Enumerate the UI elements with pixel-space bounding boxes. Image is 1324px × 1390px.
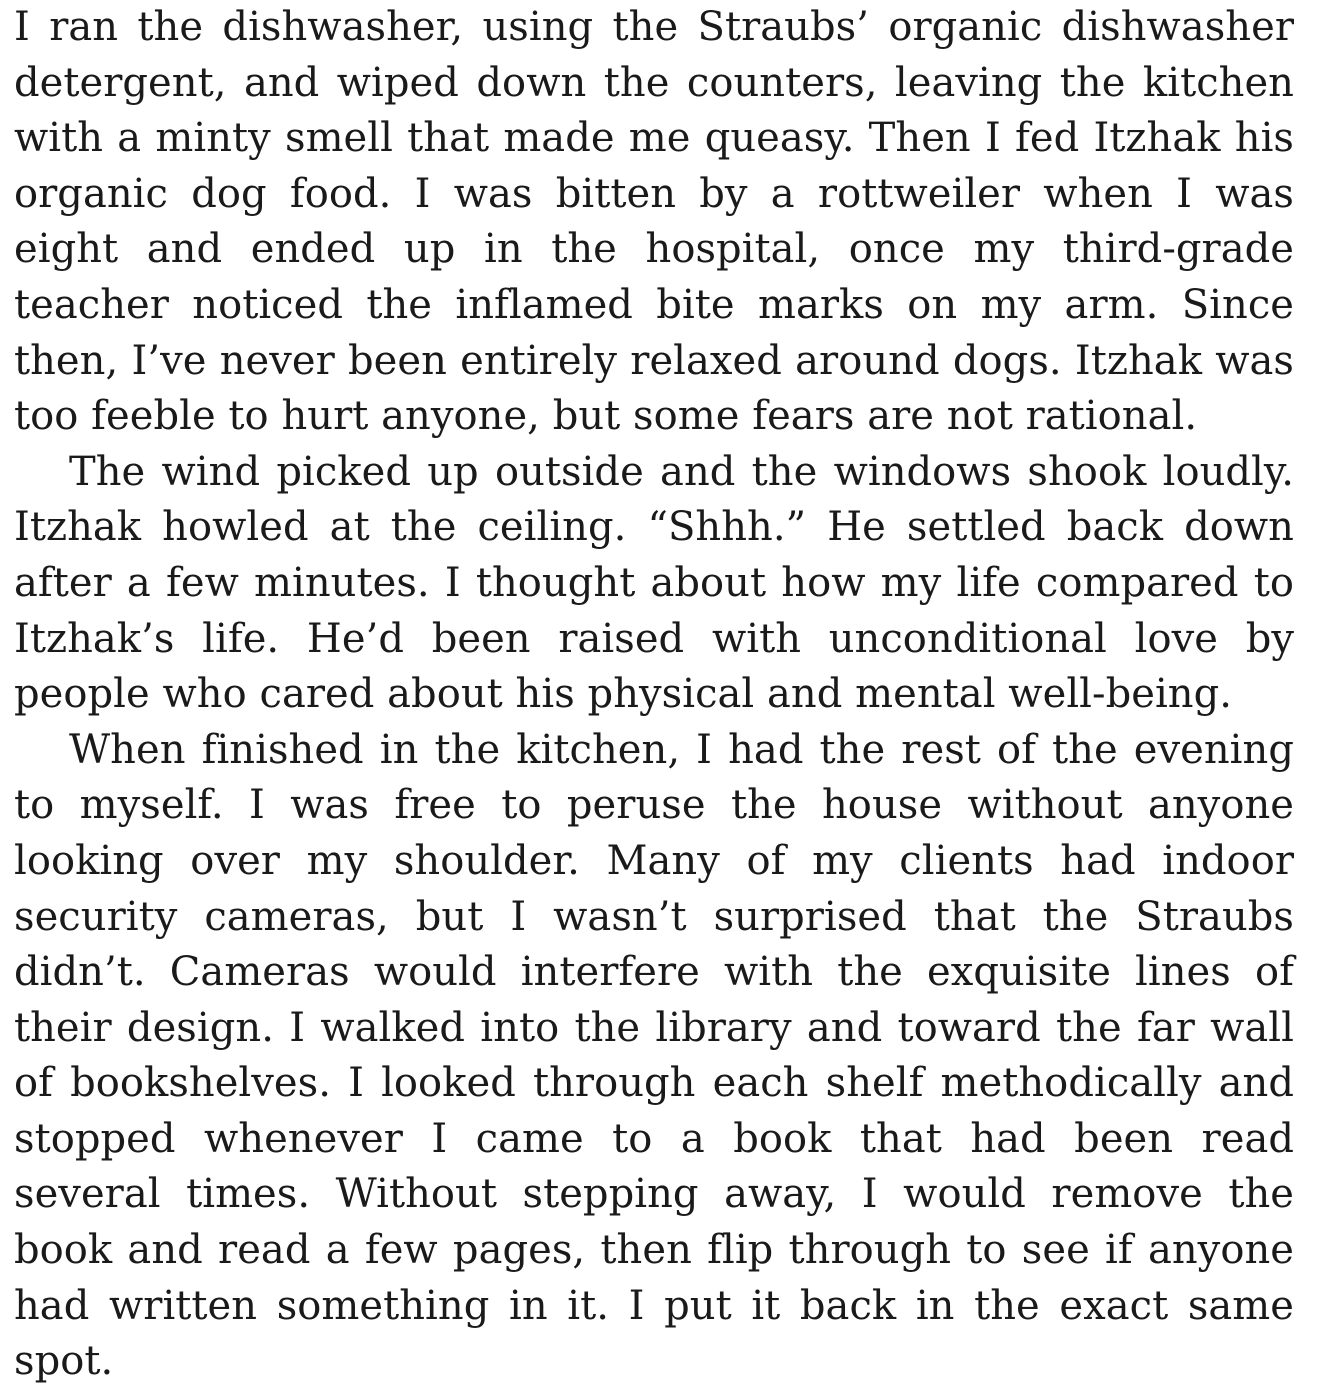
paragraph-3: When finished in the kitchen, I had the rest of the evening to myself. I was free to peruse the house without anyone looking over my shoulder. Many of my clients had indoor security cameras, but I wasn’t surprised that the Straubs didn’t. Cameras would interfere with the exquisite lines of their design. I walked into the library and toward the far wall of bookshelves. I looked through each shelf methodically and stopped whenever I came to a book that had been read several times. Without stepping away, I would remove the book and read a few pages, then flip through to see if anyone had written something in it. I put it back in the exact same spot. xyxy=(14,726,1294,1385)
paragraph-1: I ran the dishwasher, using the Straubs’ organic dishwasher detergent, and wiped down the counters, leaving the kitchen with a minty smell that made me queasy. Then I fed Itzhak his organic dog food. I was bitten by a rottweiler when I was eight and ended up in the hospital, once my third-grade teacher noticed the inflamed bite marks on my arm. Since then, I’ve never been entirely relaxed around dogs. Itzhak was too feeble to hurt anyone, but some fears are not rational. xyxy=(14,4,1294,440)
paragraph-2: The wind picked up outside and the windows shook loudly. Itzhak howled at the ceiling. “Shhh.” He settled back down after a few minutes. I thought about how my life compared to Itzhak’s life. He’d been raised with unconditional love by people who cared about his physical and mental well-being. xyxy=(14,448,1294,718)
